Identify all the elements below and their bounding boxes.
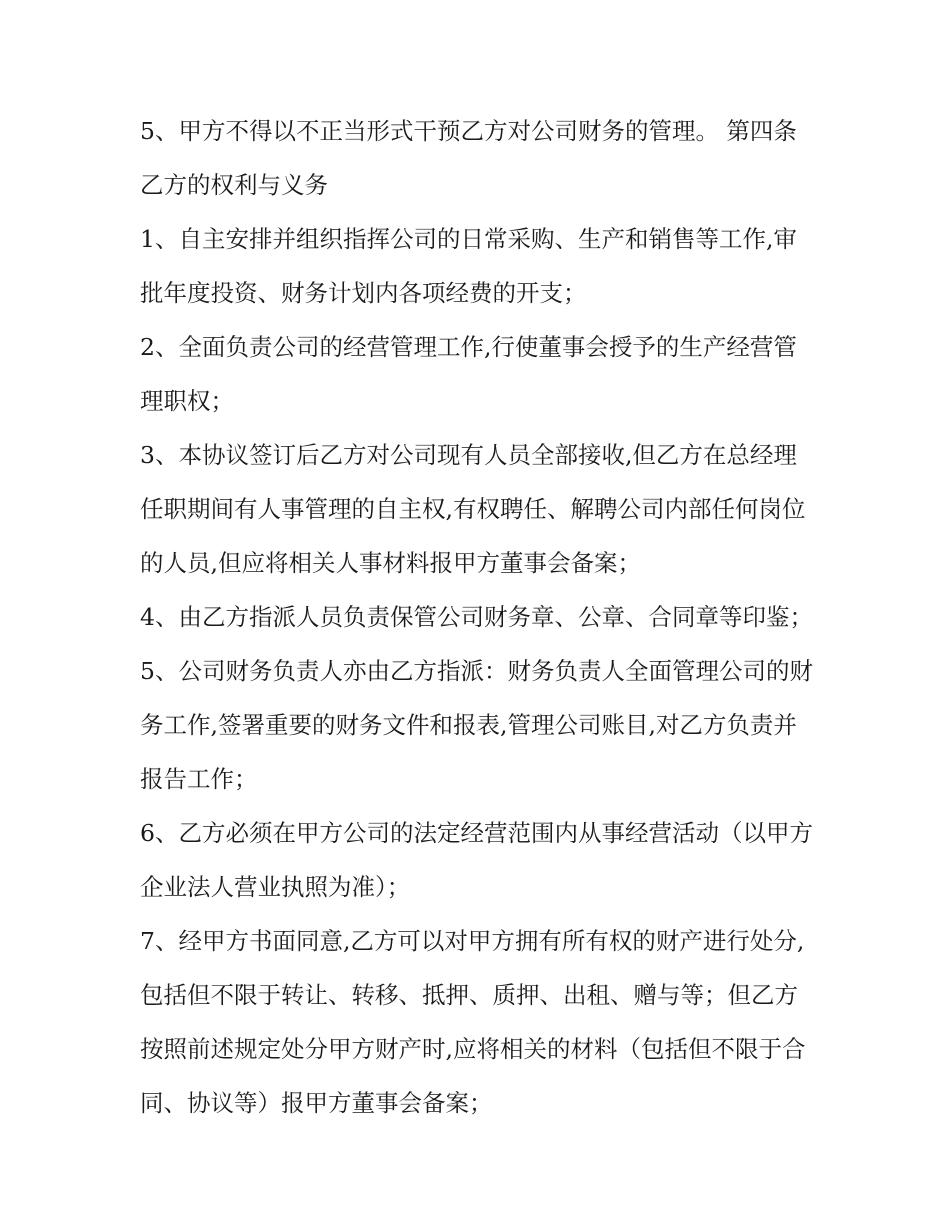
document-body	[140, 104, 820, 1130]
paragraph-duty-1: 1、自主安排并组织指挥公司的日常采购、生产和销售等工作,审批年度投资、财务计划内各项经费的开支；	[140, 225, 797, 307]
paragraph-duty-2: 2、全面负责公司的经营管理工作,行使董事会授予的生产经营管理职权；	[140, 333, 797, 415]
paragraph-duty-5: 5、公司财务负责人亦由乙方指派：财务负责人全面管理公司的财务工作,签署重要的财务文件和报表,管理公司账目,对乙方负责并报告工作；	[140, 657, 813, 793]
paragraph-duty-3: 3、本协议签订后乙方对公司现有人员全部接收,但乙方在总经理任职期间有人事管理的自主权,有权聘任、解聘公司内部任何岗位的人员,但应将相关人事材料报甲方董事会备案；	[140, 441, 806, 577]
paragraph-duty-6: 6、乙方必须在甲方公司的法定经营范围内从事经营活动（以甲方企业法人营业执照为准）；	[140, 819, 813, 901]
paragraph-finance-noninterference: 5、甲方不得以不正当形式干预乙方对公司财务的管理。 第四条乙方的权利与义务	[140, 117, 797, 199]
paragraph-duty-4: 4、由乙方指派人员负责保管公司财务章、公章、合同章等印鉴；	[140, 603, 813, 631]
paragraph-duty-7: 7、经甲方书面同意,乙方可以对甲方拥有所有权的财产进行处分,包括但不限于转让、转移、抵押、质押、出租、赠与等；但乙方按照前述规定处分甲方财产时,应将相关的材料（包括但不限于合同、协议等）报甲方董事会备案；	[140, 927, 806, 1117]
